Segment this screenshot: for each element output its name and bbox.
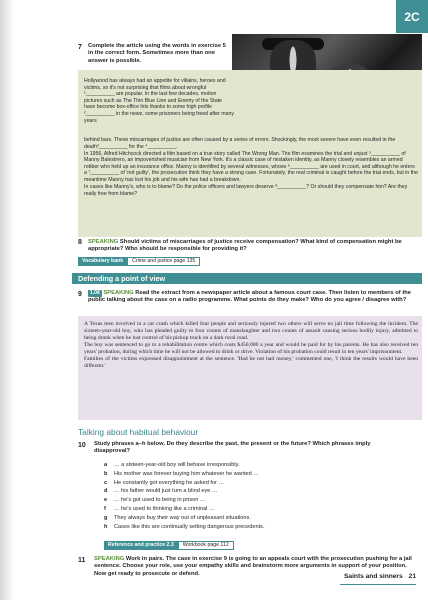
reference-practice-ref: [104, 541, 234, 550]
extract-para-3: Families of the victims expressed disappointment at the sentence. 'Had he not had money,' commented one, 'I think the results would have been different.': [84, 356, 418, 369]
exercise-11-number: 11: [78, 557, 86, 564]
exercise-9-text: [88, 290, 422, 305]
newspaper-extract-box: [78, 316, 422, 420]
extract-para-2: The boy was sentenced to go to a rehabilitation centre which costs $450,000 a year and would be paid for by his parents. He has also received ten years' probation, during which time he will not be allowed to drink or drive. Violation of his probation could result in ten years' imprisonment.: [84, 342, 418, 355]
list-item: f … he's used to thinking like a criminal …: [104, 505, 215, 512]
exercise-9-instructions: Read the extract from a newspaper article about a famous court case. Then listen to members of the public talking about the case on a radio programme. What points do they make? Who do you agree / disagree with?: [88, 290, 412, 304]
exercise-10-instructions: Study phrases a–h below. Do they describe the past, the present or the future? Which phrases imply disapproval?: [94, 441, 371, 455]
exercise-8-number: 8: [78, 239, 82, 246]
extract-text: [84, 321, 418, 370]
page-gutter-shadow: [0, 0, 14, 600]
list-item: g They always buy their way out of unpleasant situations.: [104, 514, 251, 521]
article-body-rest: [84, 137, 418, 198]
exercise-7-number: 7: [78, 44, 82, 51]
reference-practice-label: Reference and practice 2.3: [104, 541, 178, 550]
speaking-keyword: SPEAKING: [88, 239, 119, 245]
list-item: a … a sixteen-year-old boy will behave irresponsibly.: [104, 462, 240, 468]
page-footer: [344, 573, 416, 580]
audio-track-icon[interactable]: 1.08: [90, 290, 100, 296]
speaking-keyword: SPEAKING: [103, 290, 134, 296]
exercise-9-number: 9: [78, 291, 82, 298]
list-item: e … he's got used to being in prison …: [104, 497, 206, 504]
list-item: d … his father would just turn a blind eye …: [104, 488, 218, 495]
page-number: 21: [408, 573, 416, 580]
article-para-2: In 1956, Alfred Hitchcock directed a film based on a true story called The Wrong Man. The film examines the trial and unjust ⁵__________ of Manny Balestrero, an impoverished musician from New York. It's a classic case of mistaken identity, as Manny closely resembles an armed robber who held up an insurance office. Manny is identified by several witnesses, whose ⁶__________ are used in court, and although he enters a ⁷__________ of 'not guilty', the prosecution think they have a strong case. Fortunately, the real criminal is caught before the trial ends, but in the meantime Manny has lost his job and his wife has had a breakdown.: [84, 150, 418, 184]
exercise-8-question: Should victims of miscarriages of justice receive compensation? What kind of compensation might be appropriate? Who should be responsible for providing it?: [88, 239, 402, 253]
article-box: [78, 70, 422, 237]
habitual-behaviour-heading: Talking about habitual behaviour: [78, 427, 199, 437]
extract-para-1: A Texas teen involved in a car crash which killed four people and seriously injured two others will serve no jail time following the incident. The sixteen-year-old boy, who has pleaded guilty to four counts of manslaughter and two counts of assault causing serious bodily injury, admitted to being drunk when he lost control of his pickup truck on a dark rural road.: [84, 321, 418, 341]
list-item: c He constantly got everything he asked for …: [104, 479, 225, 486]
speaking-keyword: SPEAKING: [94, 556, 125, 562]
unit-badge: 2C: [396, 0, 428, 33]
article-para-1b: behind bars. These miscarriages of justice are often caused by a series of errors. Shockingly, the most severe have even resulted in the death³__________ for the ⁴__________.: [84, 137, 396, 150]
exercise-10-number: 10: [78, 442, 86, 449]
phrase-list: [104, 461, 404, 531]
exercise-7-instructions: Complete the article using the words in exercise 5 in the correct form. Sometimes more than one answer is possible.: [88, 43, 226, 64]
list-item: h Cases like this are continually setting dangerous precedents.: [104, 523, 265, 530]
list-item: b His mother was forever buying him whatever he wanted …: [104, 470, 259, 477]
exercise-8-text: [88, 239, 422, 254]
vocabulary-bank-ref: [78, 257, 200, 266]
vocabulary-bank-label: Vocabulary bank: [78, 257, 127, 266]
article-para-1: Hollywood has always had an appetite for villains, heroes and victims, so it's not surprising that films about wrongful ¹__________ are popular. In the last few decades, motion pictures such as The Thin Blue Line and Enemy of the State have become box-office hits thanks to some high profile ²__________ in the news, some prisoners being freed after many years: [84, 78, 234, 124]
vocabulary-bank-page: Crime and justice page 135: [127, 257, 200, 266]
unit-title: Saints and sinners: [344, 573, 403, 580]
workbook-page: Workbook page 112: [178, 541, 234, 550]
exercise-11-instructions: Work in pairs. The case in exercise 9 is going to an appeals court with the prosecution pushing for a jail sentence. Choose your role, use your empathy skills and brainstorm more arguments in support of your position. Now get ready to prosecute or defend.: [94, 556, 412, 577]
footer-stripe: [340, 584, 416, 585]
section-title-bar: Defending a point of view: [72, 273, 422, 284]
article-para-3: In cases like Manny's, who is to blame? Do the police officers and lawyers deserve ⁸__________? Or should they compensate him? Are they really free from blame?: [84, 184, 408, 197]
